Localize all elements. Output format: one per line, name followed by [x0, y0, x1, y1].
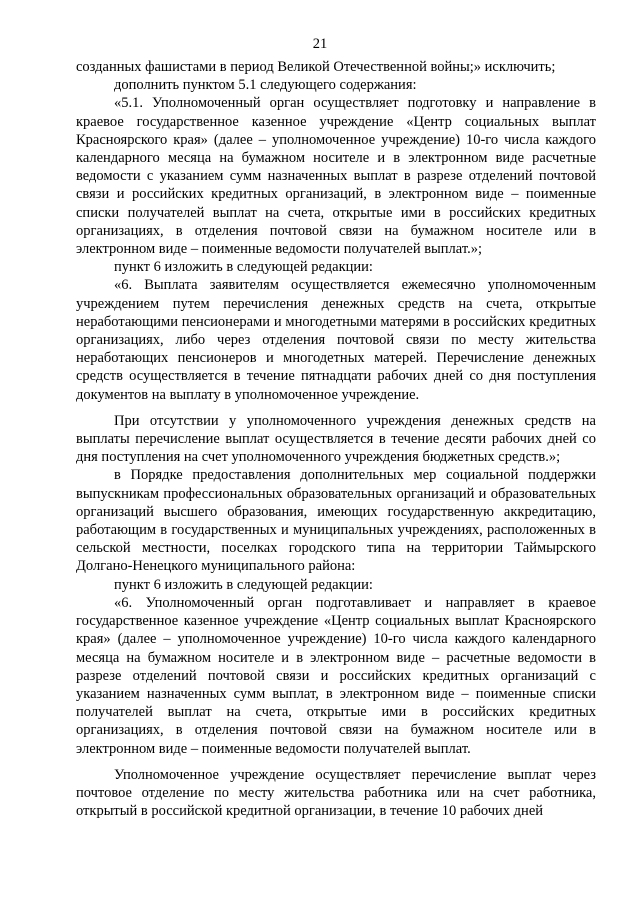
paragraph-8: пункт 6 изложить в следующей редакции: [114, 576, 373, 593]
paragraph-5: «6. Выплата заявителям осуществляется ежемесячно уполномоченным учреждением путем перечисления денежных средств на счета, открытые неработающими пенсионерами и многодетными матерями в российских кредитных организациях, либо через отделения почтовой связи по месту жительства неработающих пенсионеров и многодетных матерей. Перечисление денежных средств осуществляется в течение пятнадцати рабочих дней со дня поступления документов на выплату в уполномоченное учреждение. [76, 277, 596, 403]
paragraph-2: дополнить пунктом 5.1 следующего содержания: [114, 77, 417, 94]
document-body [76, 58, 596, 820]
paragraph-9: «6. Уполномоченный орган подготавливает и направляет в краевое государственное казенное учреждение «Центр социальных выплат Красноярского края» (далее – уполномоченное учреждение) 10-го числа каждого календарного месяца на бумажном носителе и в электронном виде – расчетные ведомости в разрезе отделений почтовой связи и российских кредитных организаций с указанием назначенных сумм выплат, в электронном виде – поименные списки получателей выплат на счета, открытые ими в российских кредитных организациях, в отделения почтовой связи на бумажном носителе или в электронном виде – поименные ведомости получателей выплат. [76, 594, 596, 757]
paragraph-7: в Порядке предоставления дополнительных мер социальной поддержки выпускникам профессиональных образовательных организаций и образовательных организаций высшего образования, имеющих государственную аккредитацию, работающим в государственных и муниципальных учреждениях, расположенных в сельской местности, поселках городского типа на территории Таймырского Долгано-Ненецкого муниципального района: [76, 467, 596, 575]
paragraph-3: «5.1. Уполномоченный орган осуществляет подготовку и направление в краевое государственное казенное учреждение «Центр социальных выплат Красноярского края» (далее – уполномоченное учреждение) 10-го числа каждого календарного месяца на бумажном носителе и в электронном виде расчетные ведомости с указанием сумм назначенных выплат в разрезе отделений почтовой связи и российских кредитных организаций, в электронном виде – поименные списки получателей выплат на счета, открытые ими в российских кредитных организациях, в отделения почтовой связи на бумажном носителе или в электронном виде – поименные ведомости получателей выплат.»; [76, 95, 596, 258]
paragraph-6: При отсутствии у уполномоченного учреждения денежных средств на выплаты перечисление выплат осуществляется в течение десяти рабочих дней со дня поступления на счет уполномоченного учреждения бюджетных средств.»; [76, 412, 596, 466]
paragraph-1: созданных фашистами в период Великой Отечественной войны;» исключить; [76, 59, 556, 75]
paragraph-10: Уполномоченное учреждение осуществляет перечисление выплат через почтовое отделение по месту жительства работника или на счет работника, открытый в российской кредитной организации, в течение 10 рабочих дней [76, 766, 596, 820]
paragraph-4: пункт 6 изложить в следующей редакции: [114, 259, 373, 276]
page-number: 21 [312, 36, 328, 52]
